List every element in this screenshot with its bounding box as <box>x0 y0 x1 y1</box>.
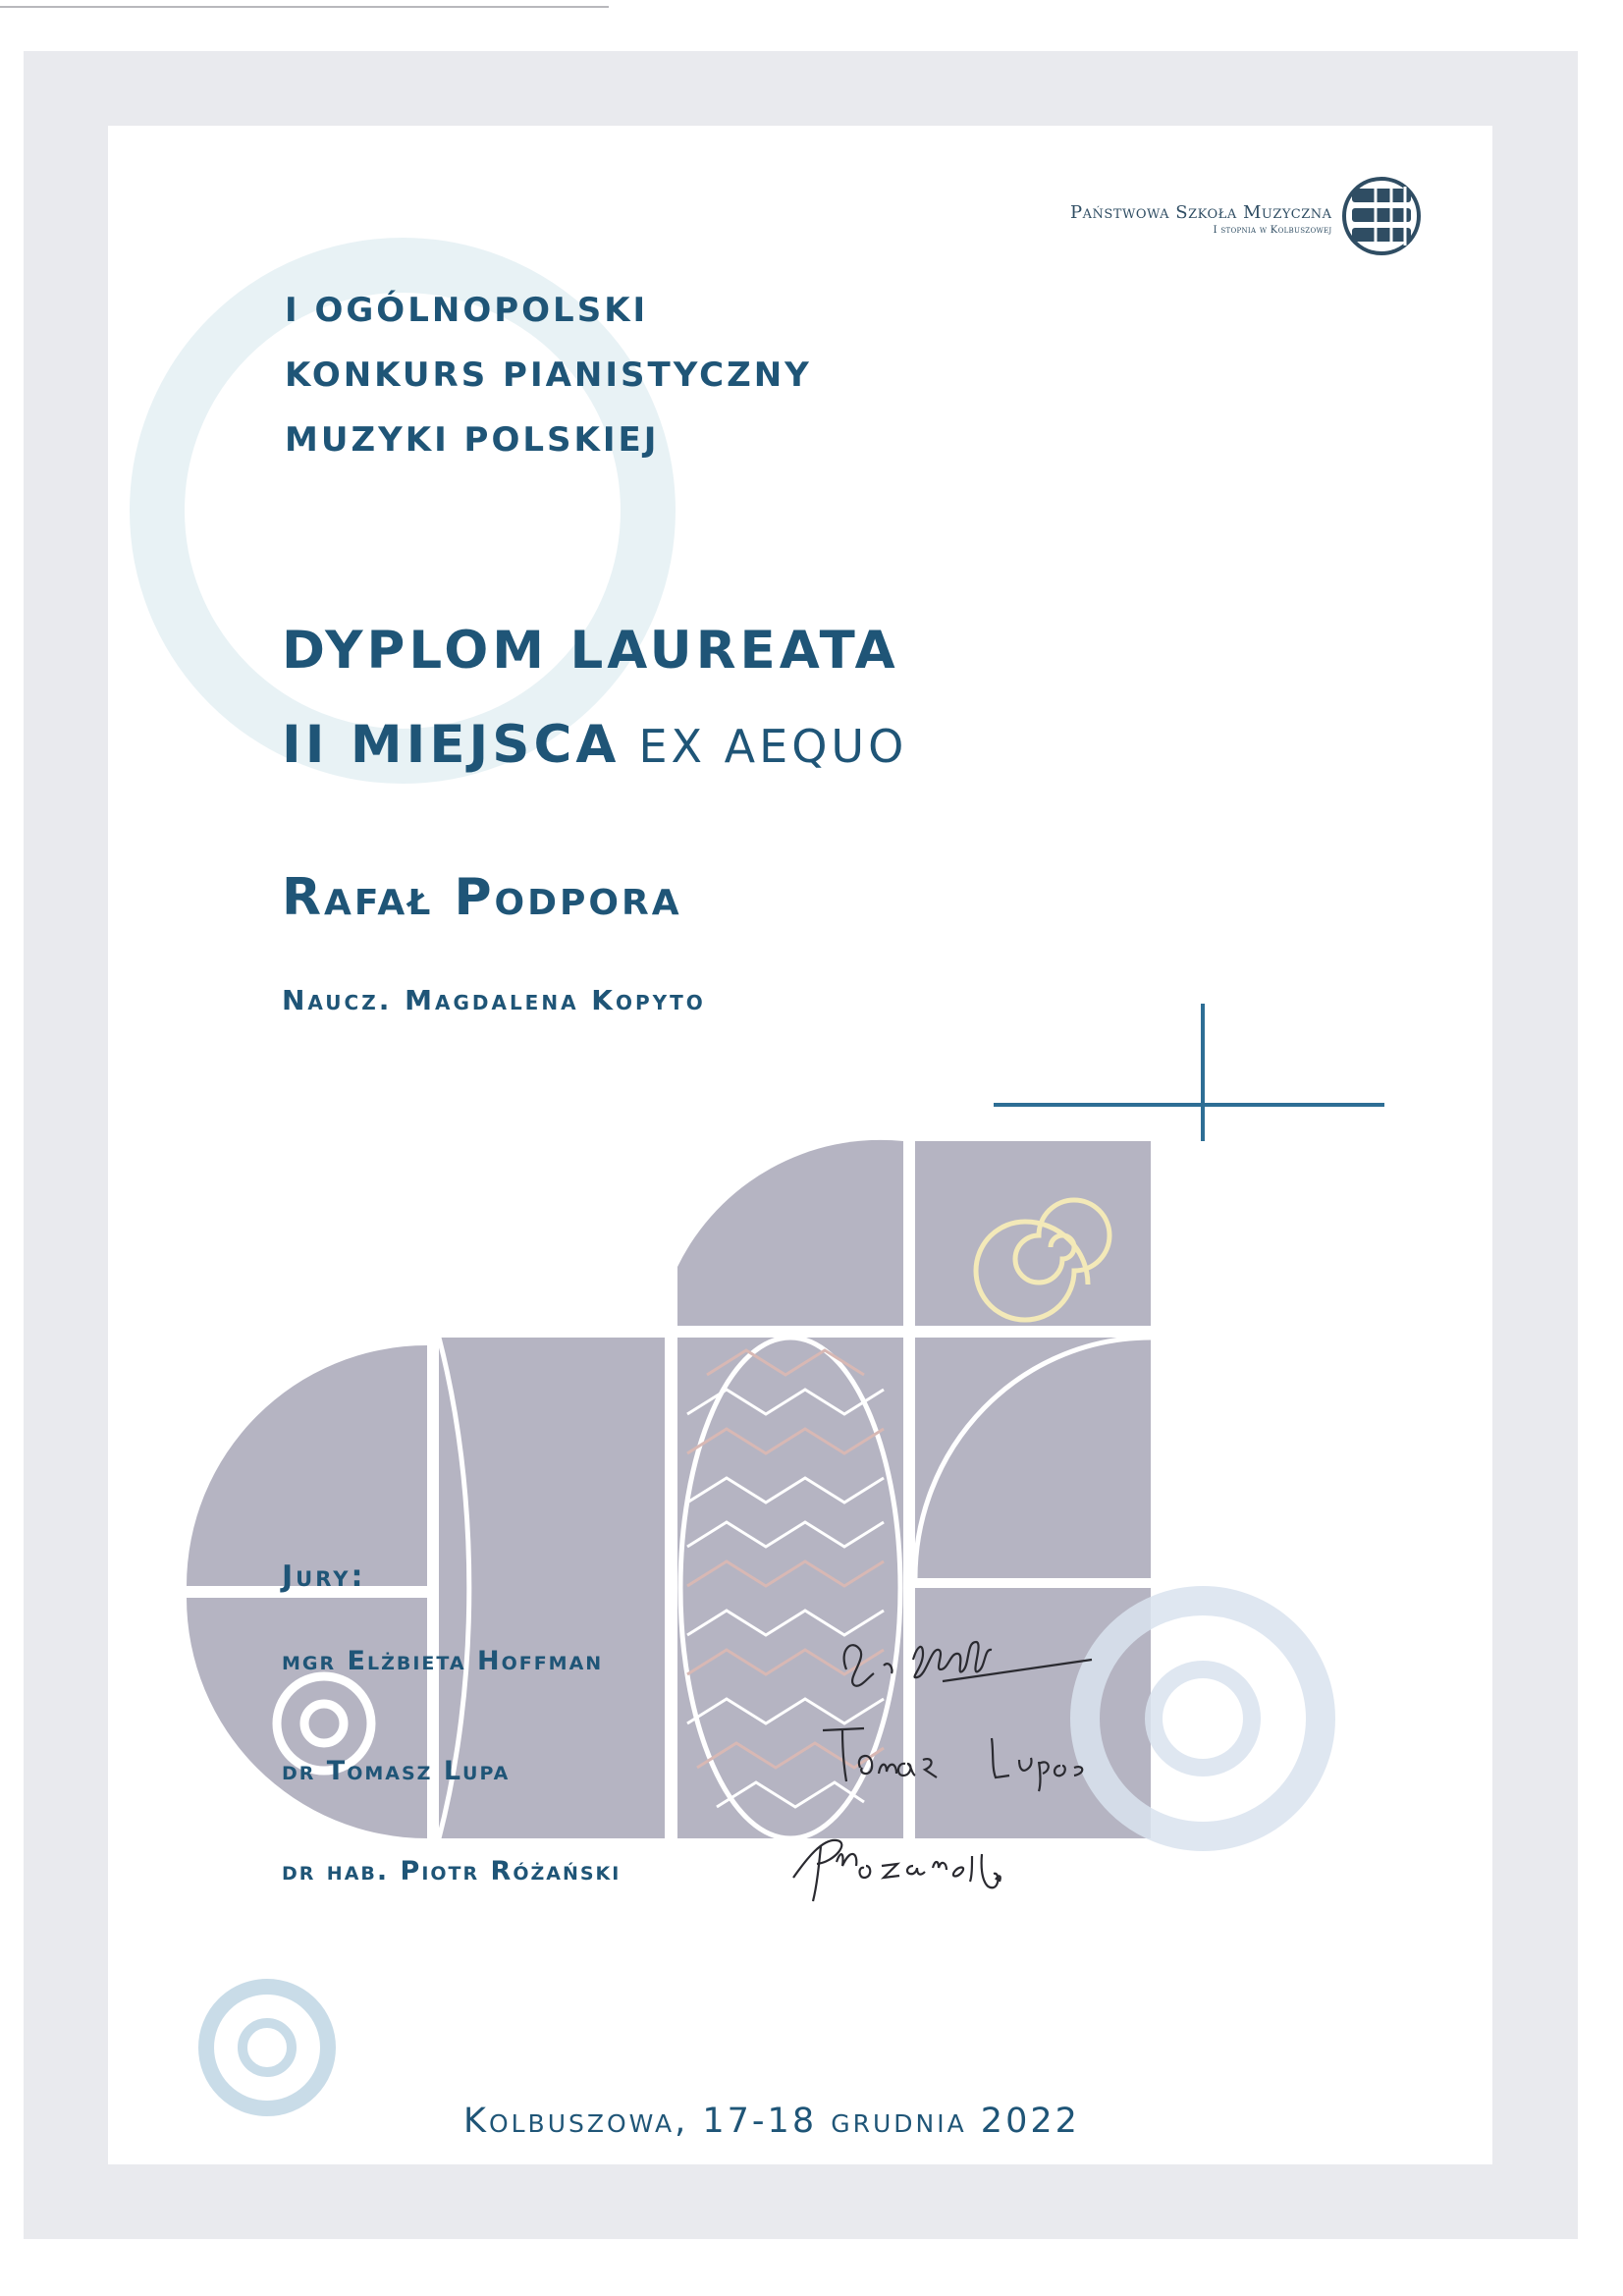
mosaic-tile-quarter-top <box>677 1140 903 1326</box>
school-subtitle: I stopnia w Kolbuszowej <box>1213 225 1332 236</box>
jury-member-2: dr Tomasz Lupa <box>282 1756 511 1786</box>
diploma-title: DYPLOM LAUREATA <box>282 621 899 681</box>
background-ring <box>157 265 648 756</box>
mosaic-tile-spiral <box>915 1141 1151 1326</box>
jury-member-1: mgr Elżbieta Hoffman <box>282 1646 604 1676</box>
laureate-name: Rafał Podpora <box>282 868 682 927</box>
cross-ornament <box>994 1004 1384 1141</box>
diploma-place-line <box>282 715 907 775</box>
competition-title-line3: MUZYKI POLSKIEJ <box>285 420 660 460</box>
competition-title-line2: KONKURS PIANISTYCZNY <box>285 355 812 395</box>
school-name-block <box>1070 202 1332 236</box>
place-date: Kolbuszowa, 17-18 grudnia 2022 <box>463 2102 1080 2141</box>
rings-ornament-bottom-left <box>206 1987 328 2108</box>
mosaic-tile-right-upper <box>915 1338 1151 1578</box>
jury-label: Jury: <box>282 1559 366 1594</box>
competition-title-line1: I OGÓLNOPOLSKI <box>285 291 649 330</box>
signature-rozanski <box>793 1840 1001 1901</box>
school-name: Państwowa Szkoła Muzyczna <box>1070 202 1332 223</box>
jury-member-3: dr hab. Piotr Różański <box>282 1856 622 1886</box>
school-logo-icon <box>1344 179 1419 253</box>
mosaic-tile-left-quarter <box>187 1345 427 1586</box>
teacher-name: Naucz. Magdalena Kopyto <box>282 984 706 1016</box>
mosaic-graphic <box>187 1140 1151 1838</box>
diploma-ex-aequo: EX AEQUO <box>638 720 908 773</box>
diploma-place: II MIEJSCA <box>282 715 621 775</box>
